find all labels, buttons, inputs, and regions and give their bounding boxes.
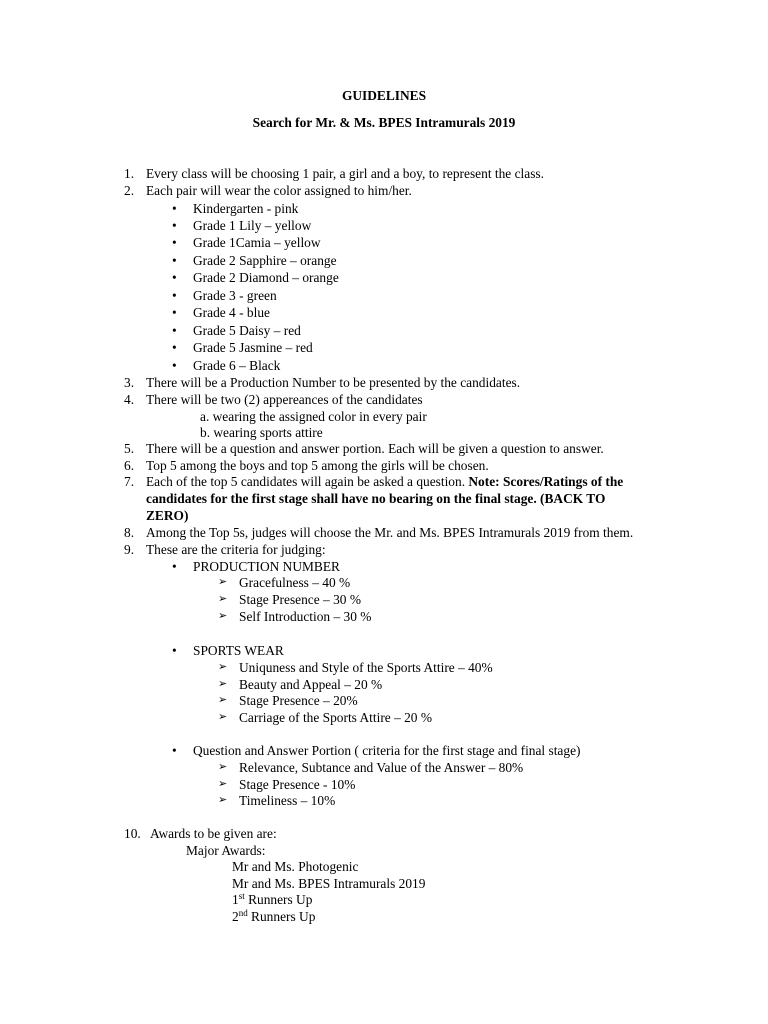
criteria-category-sports: SPORTS WEAR bbox=[193, 643, 284, 658]
item-text-3: There will be a Production Number to be presented by the candidates. bbox=[146, 375, 521, 390]
color-item: Grade 2 Diamond – orange bbox=[193, 270, 339, 285]
bullet-icon: • bbox=[172, 559, 177, 574]
criteria-item: Timeliness – 10% bbox=[239, 793, 336, 808]
color-item: Kindergarten - pink bbox=[193, 201, 299, 216]
ordinal-number: 2 bbox=[232, 909, 239, 924]
arrow-bullet-icon: ➢ bbox=[218, 694, 228, 706]
criteria-item: Self Introduction – 30 % bbox=[239, 609, 372, 624]
criteria-item: Relevance, Subtance and Value of the Answer – 80% bbox=[239, 760, 524, 775]
item-text-9: These are the criteria for judging: bbox=[146, 542, 326, 557]
item-7-plain: Each of the top 5 candidates will again be asked a question. bbox=[146, 474, 469, 489]
color-item: Grade 6 – Black bbox=[193, 358, 281, 373]
criteria-category-production: PRODUCTION NUMBER bbox=[193, 559, 340, 574]
item-text-8: Among the Top 5s, judges will choose the Mr. and Ms. BPES Intramurals 2019 from them. bbox=[146, 525, 634, 540]
item-number-3: 3. bbox=[124, 375, 135, 390]
criteria-category-qa: Question and Answer Portion ( criteria for the first stage and final stage) bbox=[193, 743, 581, 758]
item-number-1: 1. bbox=[124, 166, 135, 181]
arrow-bullet-icon: ➢ bbox=[218, 761, 228, 773]
arrow-bullet-icon: ➢ bbox=[218, 593, 228, 605]
ordinal-suffix: st bbox=[238, 891, 245, 901]
color-item: Grade 1Camia – yellow bbox=[193, 235, 321, 250]
bullet-icon: • bbox=[172, 270, 177, 285]
color-item: Grade 4 - blue bbox=[193, 305, 270, 320]
award-label: Runners Up bbox=[244, 892, 313, 907]
document-title: GUIDELINES bbox=[341, 88, 427, 103]
bullet-icon: • bbox=[172, 323, 177, 338]
award-second-runner-up bbox=[232, 908, 315, 925]
criteria-item: Stage Presence - 10% bbox=[239, 777, 356, 792]
criteria-item: Beauty and Appeal – 20 % bbox=[239, 677, 383, 692]
bullet-icon: • bbox=[172, 235, 177, 250]
arrow-bullet-icon: ➢ bbox=[218, 576, 228, 588]
color-item: Grade 1 Lily – yellow bbox=[193, 218, 312, 233]
item-number-6: 6. bbox=[124, 458, 135, 473]
item-text-6: Top 5 among the boys and top 5 among the girls will be chosen. bbox=[146, 458, 489, 473]
criteria-item: Gracefulness – 40 % bbox=[239, 575, 351, 590]
item-7-note-line2: candidates for the first stage shall have no bearing on the final stage. (BACK TO bbox=[146, 491, 606, 506]
color-item: Grade 2 Sapphire – orange bbox=[193, 253, 337, 268]
bullet-icon: • bbox=[172, 743, 177, 758]
document-subtitle: Search for Mr. & Ms. BPES Intramurals 2019 bbox=[252, 115, 516, 130]
item-number-8: 8. bbox=[124, 525, 135, 540]
criteria-item: Stage Presence – 20% bbox=[239, 693, 358, 708]
ordinal-number: 1 bbox=[232, 892, 239, 907]
award-title: Mr and Ms. BPES Intramurals 2019 bbox=[232, 876, 426, 891]
bullet-icon: • bbox=[172, 201, 177, 216]
ordinal-suffix: nd bbox=[238, 908, 248, 918]
item-7-note-line3: ZERO) bbox=[146, 508, 189, 523]
item-4a: a. wearing the assigned color in every pair bbox=[200, 409, 427, 424]
item-text-7 bbox=[146, 473, 623, 490]
color-item: Grade 5 Daisy – red bbox=[193, 323, 301, 338]
arrow-bullet-icon: ➢ bbox=[218, 610, 228, 622]
major-awards-label: Major Awards: bbox=[186, 843, 266, 858]
color-item: Grade 3 - green bbox=[193, 288, 277, 303]
bullet-icon: • bbox=[172, 358, 177, 373]
bullet-icon: • bbox=[172, 643, 177, 658]
item-7-note: Note: Scores/Ratings of the bbox=[468, 474, 624, 489]
bullet-icon: • bbox=[172, 340, 177, 355]
item-text-10: Awards to be given are: bbox=[150, 826, 277, 841]
criteria-item: Uniquness and Style of the Sports Attire – 40% bbox=[239, 660, 493, 675]
bullet-icon: • bbox=[172, 218, 177, 233]
color-item: Grade 5 Jasmine – red bbox=[193, 340, 313, 355]
item-number-7: 7. bbox=[124, 474, 135, 489]
item-number-10: 10. bbox=[124, 826, 141, 841]
arrow-bullet-icon: ➢ bbox=[218, 661, 228, 673]
award-photogenic: Mr and Ms. Photogenic bbox=[232, 859, 359, 874]
bullet-icon: • bbox=[172, 253, 177, 268]
award-first-runner-up bbox=[232, 891, 312, 908]
arrow-bullet-icon: ➢ bbox=[218, 711, 228, 723]
bullet-icon: • bbox=[172, 305, 177, 320]
item-text-5: There will be a question and answer portion. Each will be given a question to answer. bbox=[146, 441, 604, 456]
arrow-bullet-icon: ➢ bbox=[218, 778, 228, 790]
item-text-2: Each pair will wear the color assigned to him/her. bbox=[146, 183, 412, 198]
arrow-bullet-icon: ➢ bbox=[218, 678, 228, 690]
item-number-4: 4. bbox=[124, 392, 135, 407]
bullet-icon: • bbox=[172, 288, 177, 303]
item-number-9: 9. bbox=[124, 542, 135, 557]
criteria-item: Stage Presence – 30 % bbox=[239, 592, 361, 607]
item-number-2: 2. bbox=[124, 183, 135, 198]
criteria-item: Carriage of the Sports Attire – 20 % bbox=[239, 710, 433, 725]
item-number-5: 5. bbox=[124, 441, 135, 456]
arrow-bullet-icon: ➢ bbox=[218, 794, 228, 806]
award-label: Runners Up bbox=[247, 909, 316, 924]
item-text-1: Every class will be choosing 1 pair, a girl and a boy, to represent the class. bbox=[146, 166, 544, 181]
item-4b: b. wearing sports attire bbox=[200, 425, 323, 440]
item-text-4: There will be two (2) appereances of the candidates bbox=[146, 392, 423, 407]
